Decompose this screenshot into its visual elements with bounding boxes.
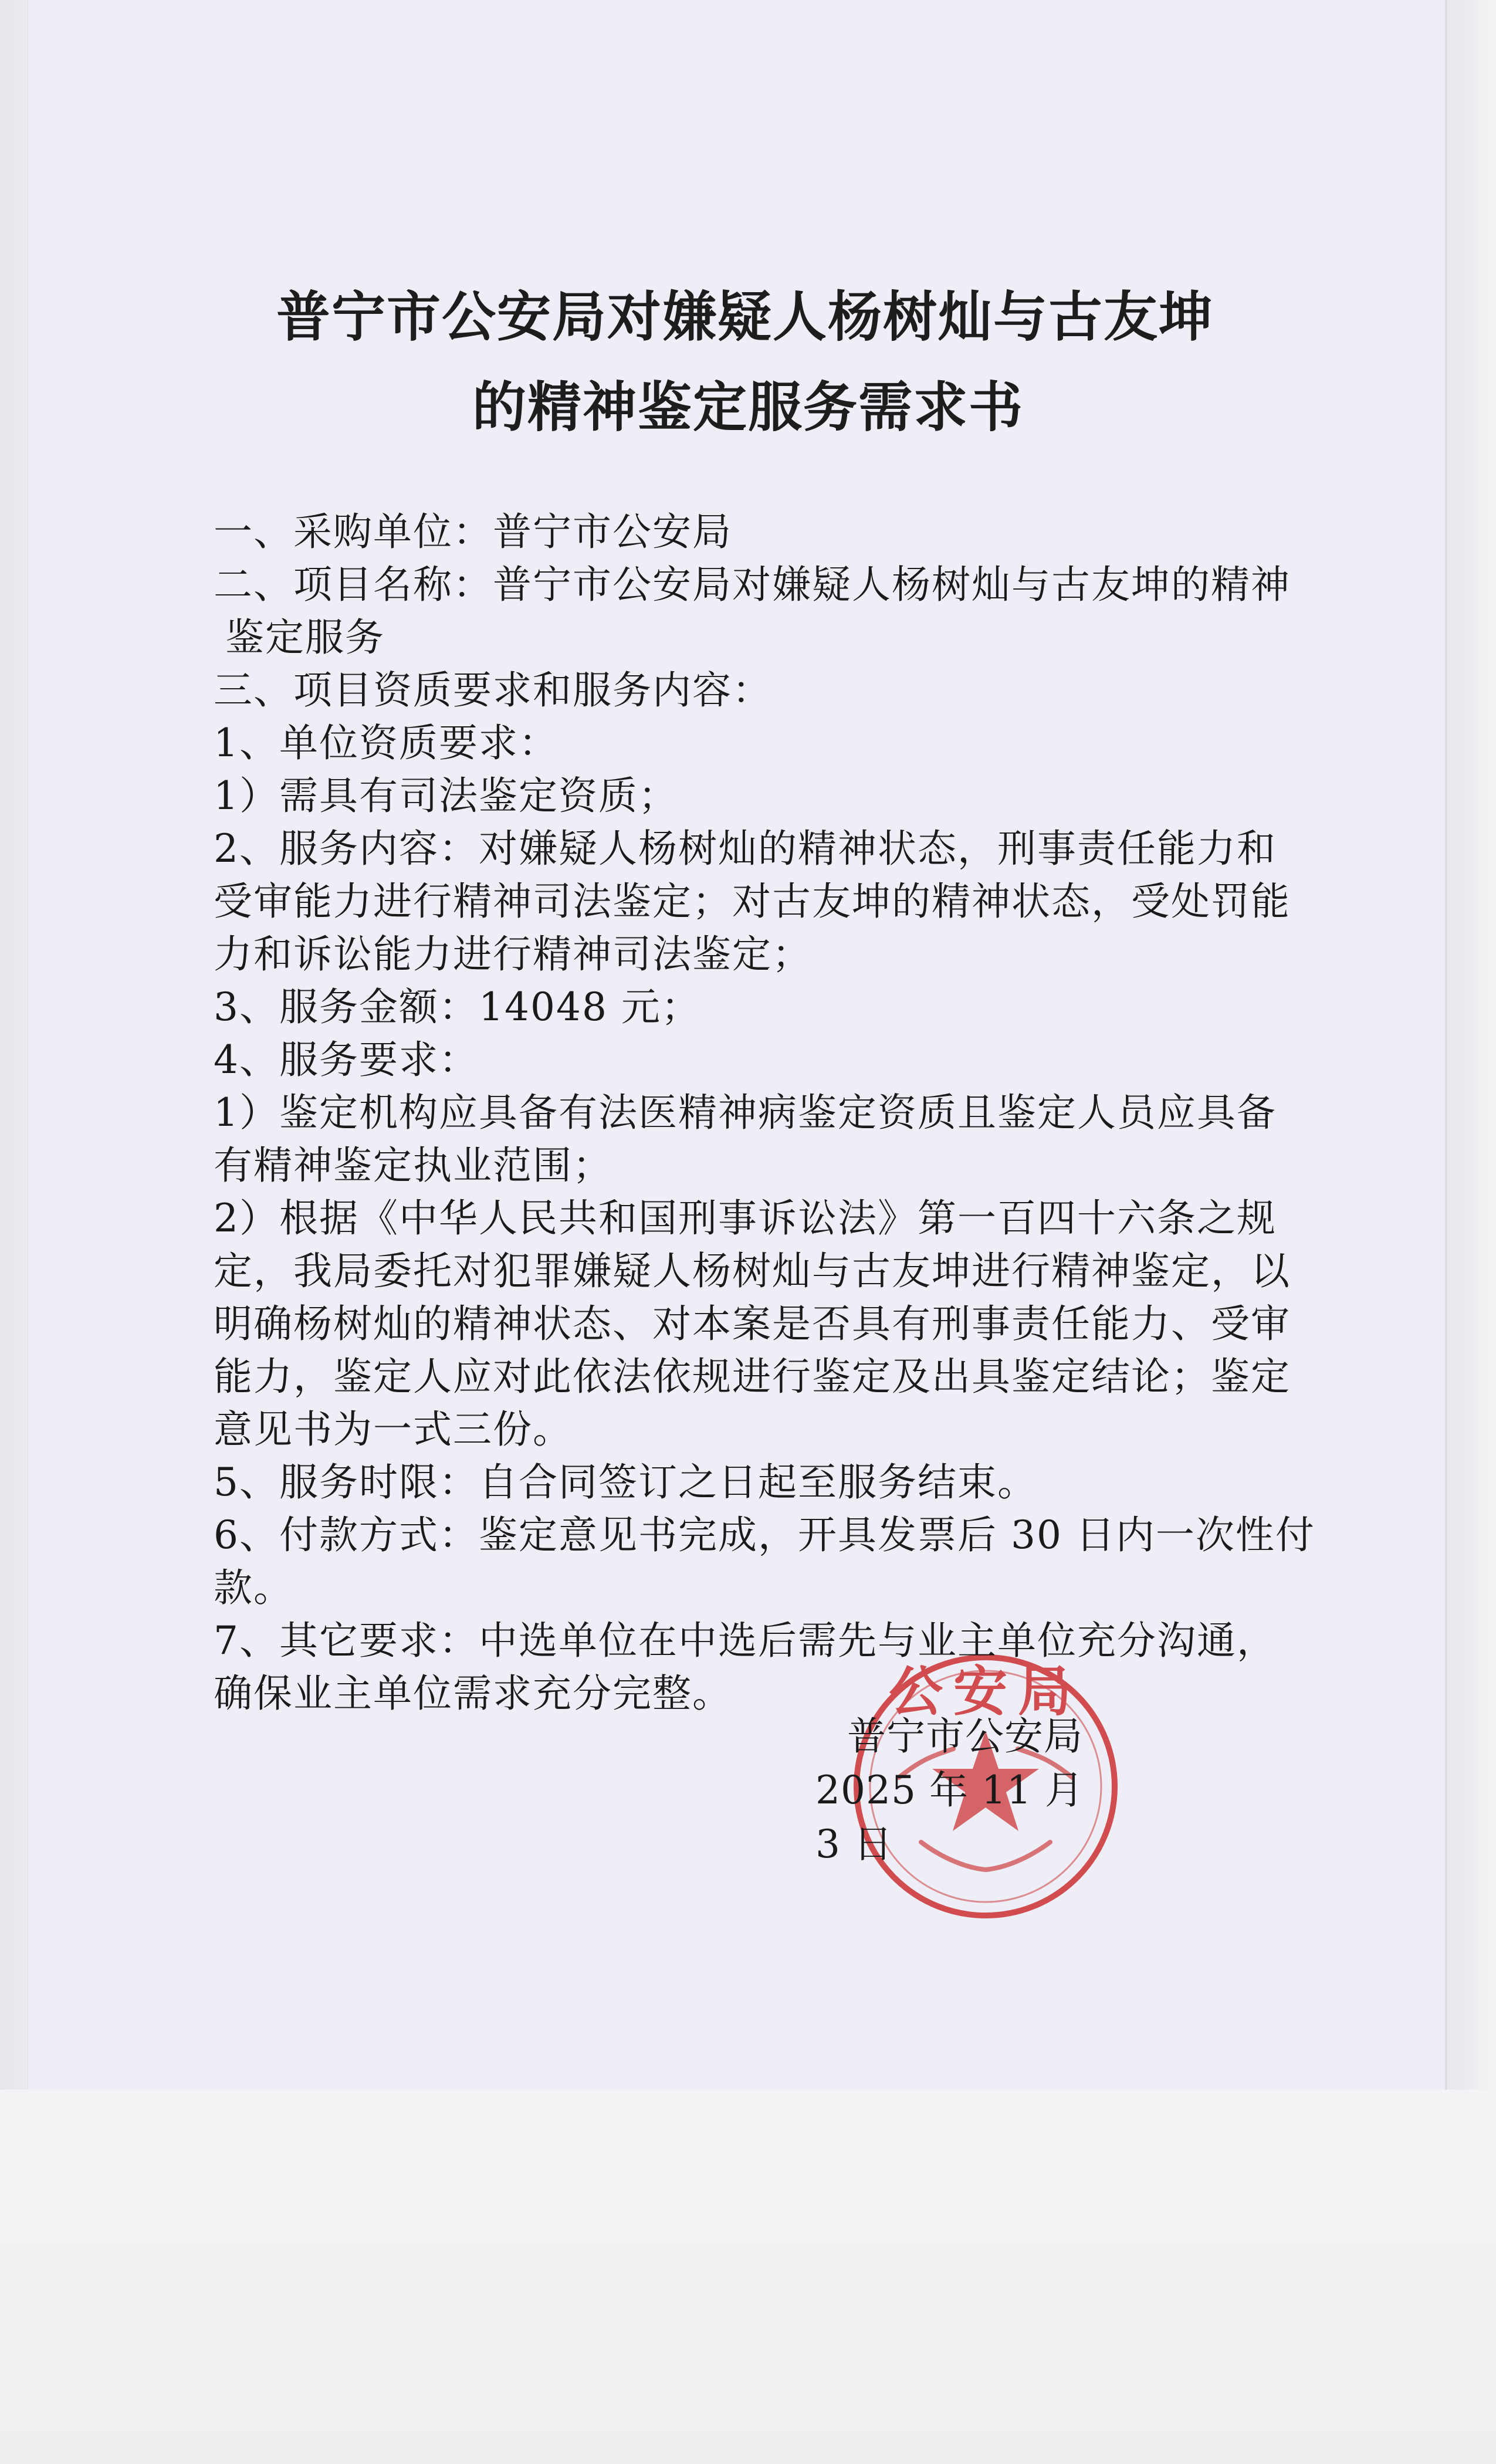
body-line-12: 1）鉴定机构应具备有法医精神病鉴定资质且鉴定人员应具备 <box>214 1090 1277 1135</box>
body-line-23: 确保业主单位需求充分完整。 <box>214 1671 732 1716</box>
body-line-14: 2）根据《中华人民共和国刑事诉讼法》第一百四十六条之规 <box>214 1196 1277 1241</box>
body-line-13: 有精神鉴定执业范围； <box>214 1143 612 1188</box>
body-line-20: 6、付款方式：鉴定意见书完成，开具发票后 30 日内一次性付 <box>214 1512 1315 1558</box>
body-line-7: 2、服务内容：对嫌疑人杨树灿的精神状态，刑事责任能力和 <box>214 826 1277 871</box>
body-line-17: 能力，鉴定人应对此依法依规进行鉴定及出具鉴定结论；鉴定 <box>214 1354 1291 1399</box>
body-line-9: 力和诉讼能力进行精神司法鉴定； <box>214 932 812 977</box>
body-line-16: 明确杨树灿的精神状态、对本案是否具有刑事责任能力、受审 <box>214 1301 1291 1346</box>
body-line-2: 二、项目名称：普宁市公安局对嫌疑人杨树灿与古友坤的精神 <box>214 562 1291 607</box>
body-line-11: 4、服务要求： <box>214 1037 479 1082</box>
signature-organization: 普宁市公安局 <box>847 1714 1083 1759</box>
body-line-5: 1、单位资质要求： <box>214 720 559 766</box>
body-line-4: 三、项目资质要求和服务内容： <box>214 668 772 713</box>
body-line-1: 一、采购单位：普宁市公安局 <box>214 509 732 554</box>
body-line-8: 受审能力进行精神司法鉴定；对古友坤的精神状态，受处罚能 <box>214 879 1291 924</box>
body-line-3: 鉴定服务 <box>225 615 385 660</box>
body-line-10: 3、服务金额：14048 元； <box>214 984 701 1030</box>
page-lower-area <box>0 2090 1496 2464</box>
body-line-18: 意见书为一式三份。 <box>214 1407 573 1452</box>
document-title-line-1: 普宁市公安局对嫌疑人杨树灿与古友坤 <box>276 286 1214 348</box>
body-line-21: 款。 <box>214 1565 293 1610</box>
body-line-6: 1）需具有司法鉴定资质； <box>214 773 678 818</box>
body-line-15: 定，我局委托对犯罪嫌疑人杨树灿与古友坤进行精神鉴定，以 <box>214 1248 1291 1294</box>
document-title-line-2: 的精神鉴定服务需求书 <box>472 376 1024 439</box>
document-body <box>214 506 1315 1720</box>
signature-date: 2025 年 11 月 3 日 <box>815 1768 1084 1867</box>
signature-block <box>815 1710 1121 1871</box>
seal-text: 公安局 <box>888 1660 1083 1723</box>
body-line-19: 5、服务时限：自合同签订之日起至服务结束。 <box>214 1460 1037 1505</box>
body-line-22: 7、其它要求：中选单位在中选后需先与业主单位充分沟通， <box>214 1618 1277 1663</box>
